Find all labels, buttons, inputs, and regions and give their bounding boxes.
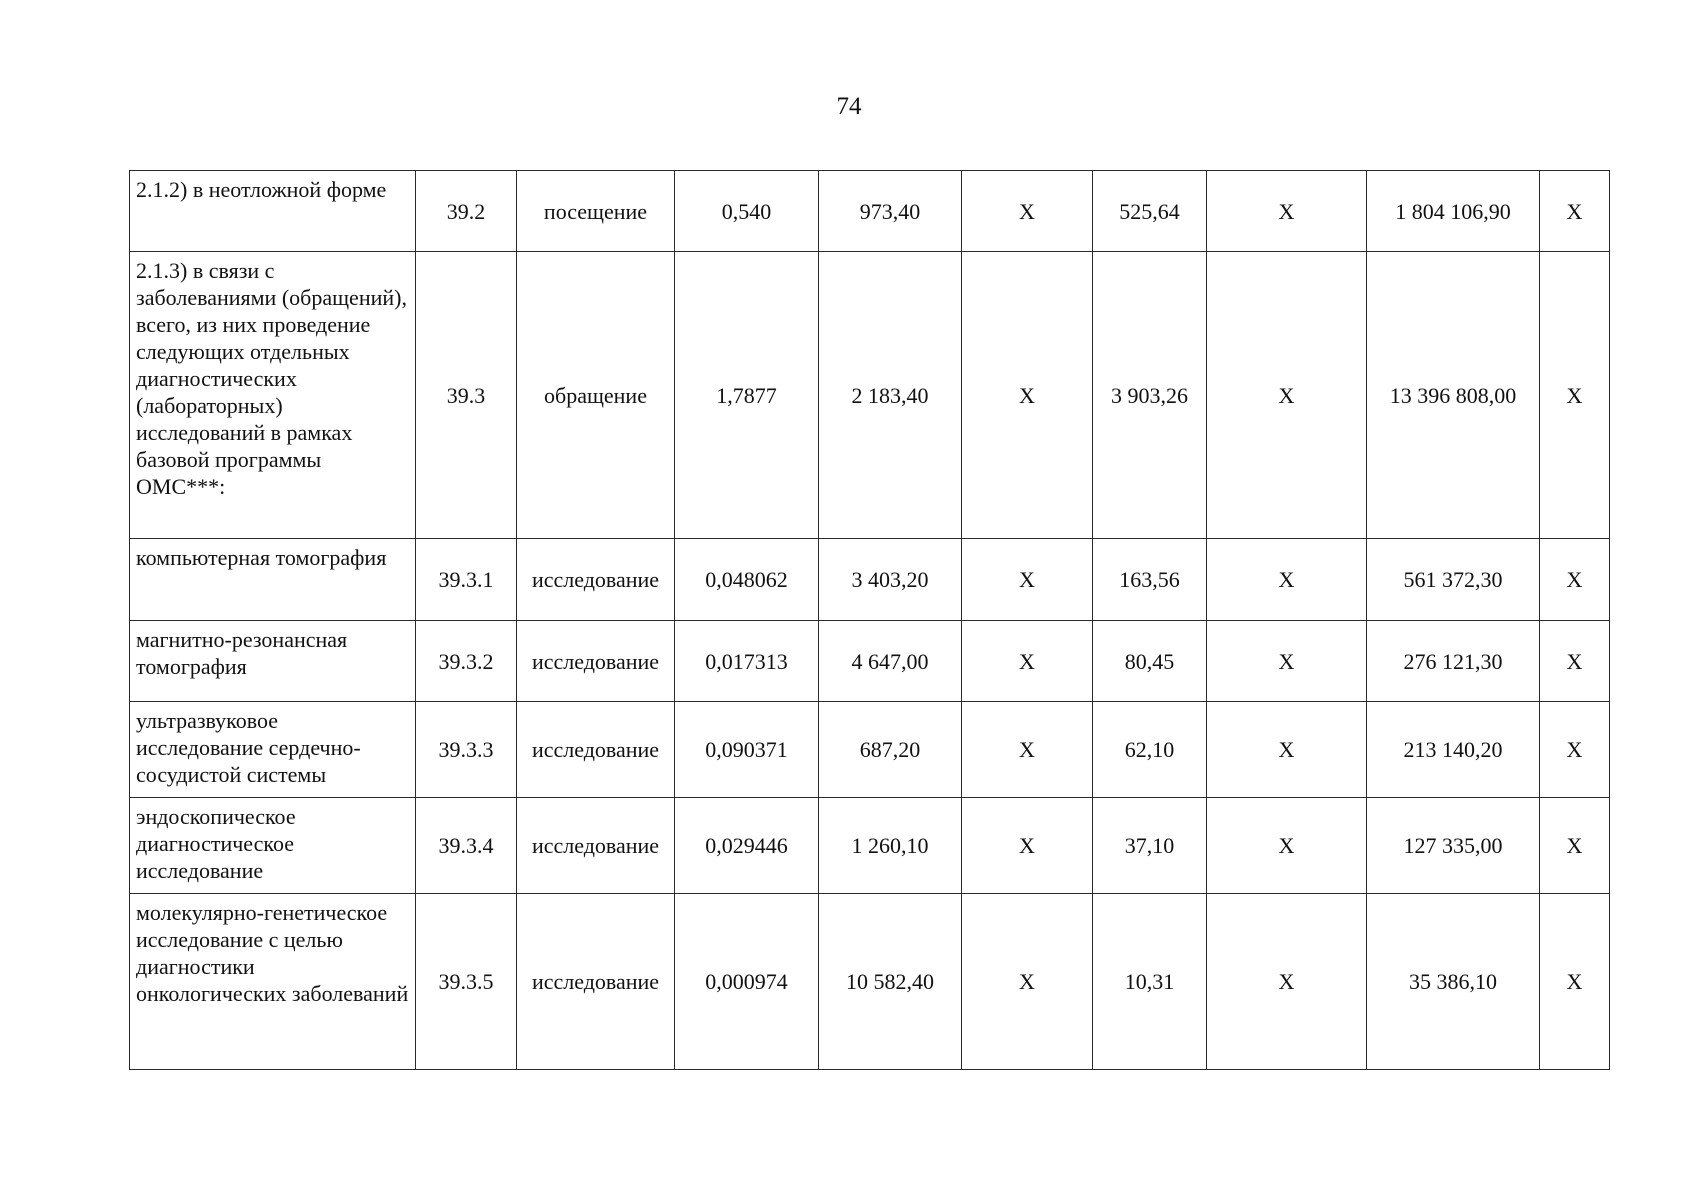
row-norm: 0,540 bbox=[675, 171, 819, 252]
row-norm: 0,017313 bbox=[675, 621, 819, 702]
row-norm: 1,7877 bbox=[675, 252, 819, 539]
row-norm: 0,090371 bbox=[675, 702, 819, 798]
row-unit: исследование bbox=[517, 539, 675, 621]
row-col6: Х bbox=[962, 171, 1093, 252]
row-code: 39.3.1 bbox=[416, 539, 517, 621]
row-col8: Х bbox=[1207, 798, 1367, 894]
row-col7: 62,10 bbox=[1093, 702, 1207, 798]
row-unit: обращение bbox=[517, 252, 675, 539]
row-col9: 13 396 808,00 bbox=[1367, 252, 1540, 539]
row-code: 39.3.4 bbox=[416, 798, 517, 894]
row-code: 39.3 bbox=[416, 252, 517, 539]
row-col9: 213 140,20 bbox=[1367, 702, 1540, 798]
data-table bbox=[129, 170, 1610, 1070]
row-cost: 687,20 bbox=[819, 702, 962, 798]
row-unit: исследование bbox=[517, 798, 675, 894]
row-name: 2.1.2) в неотложной форме bbox=[130, 171, 416, 252]
row-unit: исследование bbox=[517, 621, 675, 702]
row-col7: 10,31 bbox=[1093, 894, 1207, 1070]
row-cost: 1 260,10 bbox=[819, 798, 962, 894]
table-body bbox=[130, 171, 1610, 1070]
row-col10: Х bbox=[1540, 539, 1610, 621]
row-col7: 3 903,26 bbox=[1093, 252, 1207, 539]
table-row bbox=[130, 171, 1610, 252]
row-col10: Х bbox=[1540, 621, 1610, 702]
table-row bbox=[130, 252, 1610, 539]
row-unit: исследование bbox=[517, 894, 675, 1070]
row-code: 39.3.3 bbox=[416, 702, 517, 798]
row-col7: 80,45 bbox=[1093, 621, 1207, 702]
table-row bbox=[130, 539, 1610, 621]
table-row bbox=[130, 894, 1610, 1070]
row-col8: Х bbox=[1207, 621, 1367, 702]
row-cost: 4 647,00 bbox=[819, 621, 962, 702]
table-row bbox=[130, 702, 1610, 798]
row-cost: 973,40 bbox=[819, 171, 962, 252]
row-unit: посещение bbox=[517, 171, 675, 252]
row-col6: Х bbox=[962, 621, 1093, 702]
row-col9: 561 372,30 bbox=[1367, 539, 1540, 621]
row-col6: Х bbox=[962, 252, 1093, 539]
row-norm: 0,029446 bbox=[675, 798, 819, 894]
row-cost: 2 183,40 bbox=[819, 252, 962, 539]
row-code: 39.3.5 bbox=[416, 894, 517, 1070]
row-unit: исследование bbox=[517, 702, 675, 798]
row-col9: 1 804 106,90 bbox=[1367, 171, 1540, 252]
row-code: 39.3.2 bbox=[416, 621, 517, 702]
row-name: магнитно-резонансная томография bbox=[130, 621, 416, 702]
row-col8: Х bbox=[1207, 171, 1367, 252]
row-col6: Х bbox=[962, 702, 1093, 798]
row-name: 2.1.3) в связи с заболеваниями (обращений), всего, из них проведение следующих отдельных диагностических (лабораторных) исследований в рамках базовой программы ОМС***: bbox=[130, 252, 416, 539]
row-name: компьютерная томография bbox=[130, 539, 416, 621]
row-name: ультразвуковое исследование сердечно-сосудистой системы bbox=[130, 702, 416, 798]
row-col8: Х bbox=[1207, 252, 1367, 539]
row-col10: Х bbox=[1540, 252, 1610, 539]
row-col6: Х bbox=[962, 894, 1093, 1070]
row-col9: 35 386,10 bbox=[1367, 894, 1540, 1070]
row-cost: 3 403,20 bbox=[819, 539, 962, 621]
row-name: эндоскопическое диагностическое исследование bbox=[130, 798, 416, 894]
row-col10: Х bbox=[1540, 702, 1610, 798]
row-name: молекулярно-генетическое исследование с целью диагностики онкологических заболеваний bbox=[130, 894, 416, 1070]
row-col7: 163,56 bbox=[1093, 539, 1207, 621]
table-row bbox=[130, 798, 1610, 894]
row-norm: 0,048062 bbox=[675, 539, 819, 621]
row-col7: 37,10 bbox=[1093, 798, 1207, 894]
row-col9: 276 121,30 bbox=[1367, 621, 1540, 702]
row-col6: Х bbox=[962, 798, 1093, 894]
row-col10: Х bbox=[1540, 798, 1610, 894]
page-number: 74 bbox=[836, 93, 862, 120]
row-col7: 525,64 bbox=[1093, 171, 1207, 252]
row-col8: Х bbox=[1207, 539, 1367, 621]
table-row bbox=[130, 621, 1610, 702]
row-col10: Х bbox=[1540, 171, 1610, 252]
row-col8: Х bbox=[1207, 894, 1367, 1070]
row-col8: Х bbox=[1207, 702, 1367, 798]
row-col9: 127 335,00 bbox=[1367, 798, 1540, 894]
row-col6: Х bbox=[962, 539, 1093, 621]
row-cost: 10 582,40 bbox=[819, 894, 962, 1070]
row-code: 39.2 bbox=[416, 171, 517, 252]
row-col10: Х bbox=[1540, 894, 1610, 1070]
row-norm: 0,000974 bbox=[675, 894, 819, 1070]
